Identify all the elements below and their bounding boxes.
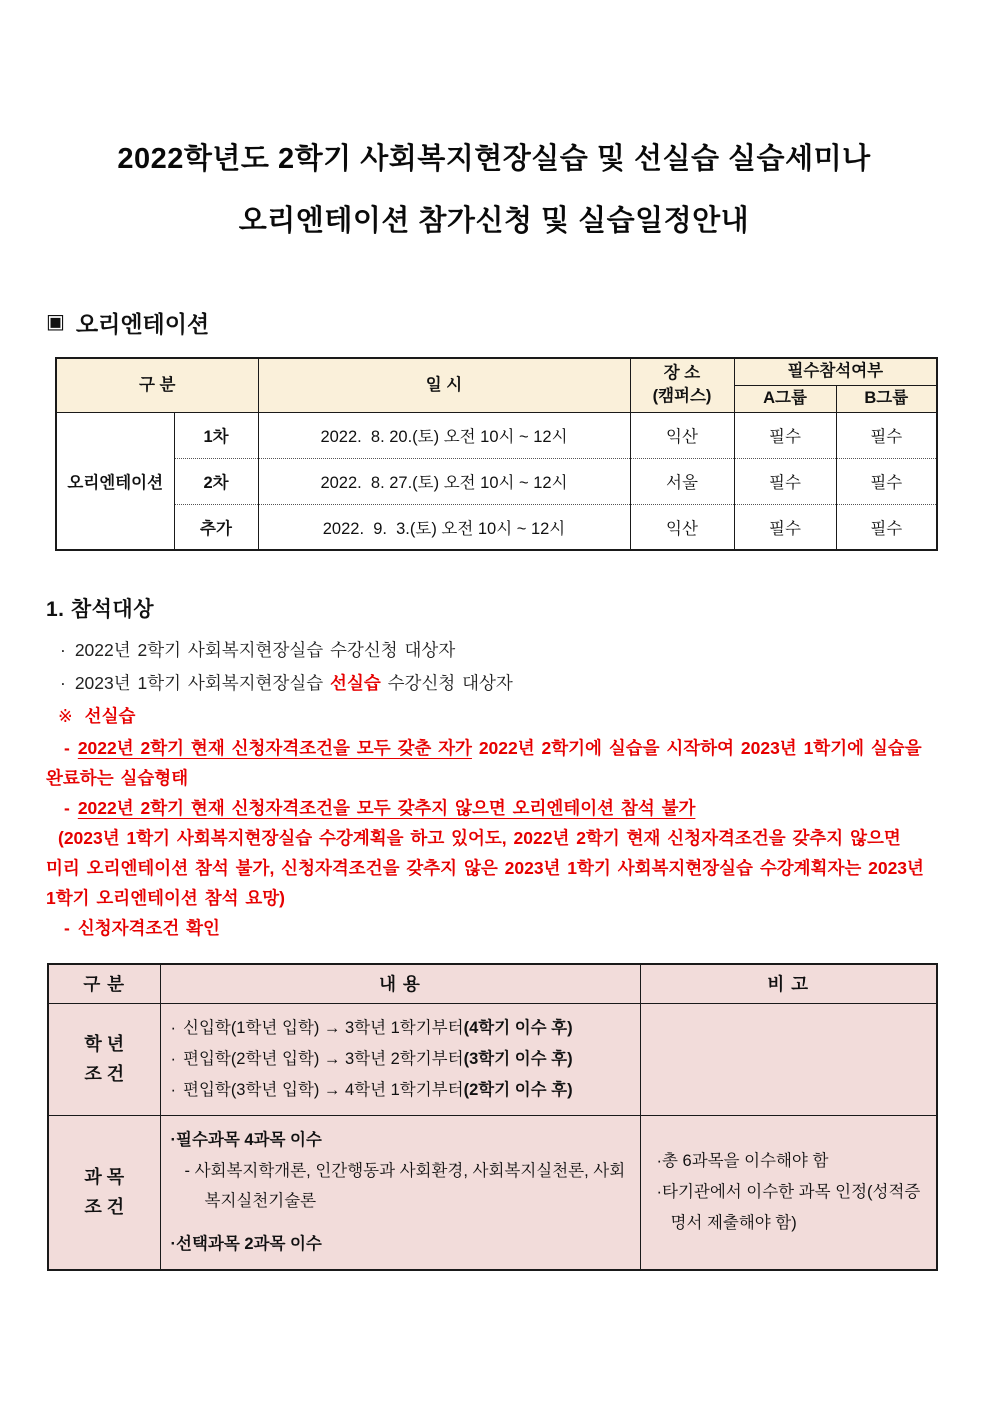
- grade-label-line2: 조 건: [84, 1064, 125, 1084]
- definition-rest: 2022년 2학기에 실습을 시작하여 2023년 1학기에 실습을: [471, 738, 922, 758]
- orientation-heading-label: 오리엔테이션: [75, 311, 210, 337]
- remarks-item: [649, 1177, 927, 1239]
- subject-label-line1: 과 목: [84, 1167, 125, 1187]
- column-header-category: 구 분: [56, 358, 258, 412]
- dot-bullet-icon: ·: [170, 1049, 176, 1068]
- attendee-item: [46, 667, 942, 700]
- remarks-item-text: 타기관에서 이수한 과목 인정(성적증명서 제출해야 함): [662, 1182, 921, 1232]
- required-subjects-text: 필수과목 4과목 이수: [176, 1130, 322, 1149]
- session-round: 추가: [174, 504, 258, 550]
- orientation-section-heading: [46, 306, 942, 339]
- remarks-item-text: 총 6과목을 이수해야 함: [662, 1151, 829, 1170]
- grade-item-bold: (3학기 이수 후): [463, 1049, 573, 1068]
- attendee-item-text-post: 수강신청 대상자: [380, 673, 513, 693]
- column-header-group-a: A그룹: [734, 385, 836, 412]
- subject-label-line2: 조 건: [84, 1197, 125, 1217]
- column-header-group-b: B그룹: [836, 385, 937, 412]
- optional-subjects-title: [171, 1229, 632, 1260]
- session-datetime: 2022. 8. 20.(토) 오전 10시 ~ 12시: [258, 412, 630, 458]
- grade-condition-content: [160, 1003, 640, 1115]
- page-title-line1: 2022학년도 2학기 사회복지현장실습 및 선실습 실습세미나: [117, 143, 871, 175]
- group-b-required: 필수: [836, 412, 937, 458]
- attendee-item: [46, 634, 942, 667]
- dot-bullet-icon: ·: [170, 1130, 176, 1149]
- required-subjects-detail: - 사회복지학개론, 인간행동과 사회환경, 사회복지실천론, 사회복지실천기술론: [184, 1161, 626, 1210]
- column-header-mandatory-attendance: 필수참석여부: [734, 358, 937, 385]
- session-campus: 서울: [630, 458, 734, 504]
- dot-bullet-icon: ·: [60, 673, 66, 693]
- group-a-required: 필수: [734, 504, 836, 550]
- pre-practice-highlight: 선실습: [330, 673, 381, 693]
- grade-condition-label: [48, 1003, 160, 1115]
- column-header-place: [630, 358, 734, 412]
- grade-label-line1: 학 년: [84, 1034, 125, 1054]
- conditions-table-header-row: [48, 964, 937, 1003]
- grade-item-text: 신입학(1학년 입학) → 3학년 1학기부터: [183, 1018, 464, 1037]
- dash-icon: -: [64, 798, 70, 818]
- reference-mark-icon: ※: [58, 706, 73, 726]
- pre-practice-paren-line2: 미리 오리엔테이션 참석 불가, 신청자격조건을 갖추지 않은 2023년 1학기 사회복지현장실습 수강계획자는 2023년: [46, 858, 924, 878]
- dot-bullet-icon: ·: [170, 1234, 176, 1253]
- session-datetime: 2022. 8. 27.(토) 오전 10시 ~ 12시: [258, 458, 630, 504]
- grade-condition-item: [171, 1044, 632, 1075]
- definition-underlined: 2022년 2학기 현재 신청자격조건을 모두 갖춘 자가: [77, 738, 472, 758]
- subject-condition-label: [48, 1115, 160, 1270]
- table-row-extra-session: [56, 504, 937, 550]
- pre-practice-restriction-line: [46, 793, 942, 823]
- orientation-row-label: 오리엔테이션: [56, 412, 174, 550]
- column-header-remarks: 비 고: [640, 964, 937, 1003]
- attendee-item-text-pre: 2023년 1학기 사회복지현장실습: [74, 673, 331, 693]
- grade-item-bold: (2학기 이수 후): [463, 1080, 573, 1099]
- orientation-schedule-table: [55, 357, 938, 551]
- remarks-item: [649, 1146, 927, 1177]
- place-header-line2: (캠퍼스): [652, 387, 712, 406]
- session-campus: 익산: [630, 504, 734, 550]
- grade-item-text: 편입학(2학년 입학) → 3학년 2학기부터: [183, 1049, 464, 1068]
- subject-condition-content: [160, 1115, 640, 1270]
- dot-bullet-icon: ·: [60, 640, 66, 660]
- restriction-underlined: 2022년 2학기 현재 신청자격조건을 모두 갖추지 않으면 오리엔테이션 참석 불가: [77, 798, 696, 818]
- column-header-content: 내 용: [160, 964, 640, 1003]
- grade-item-bold: (4학기 이수 후): [463, 1018, 573, 1037]
- qualification-conditions-table: [47, 963, 938, 1271]
- group-a-required: 필수: [734, 412, 836, 458]
- pre-practice-definition-line2: 완료하는 실습형태: [46, 768, 189, 788]
- required-subjects-title: [171, 1125, 632, 1156]
- attendee-item-text: 2022년 2학기 사회복지현장실습 수강신청 대상자: [74, 640, 456, 660]
- session-campus: 익산: [630, 412, 734, 458]
- pre-practice-paren-line1: (2023년 1학기 사회복지현장실습 수강계획을 하고 있어도, 2022년 2학기 현재 신청자격조건을 갖추지 않으면: [58, 828, 901, 848]
- dash-icon: -: [64, 738, 70, 758]
- dot-bullet-icon: ·: [170, 1080, 176, 1099]
- page-title-line2: 오리엔테이션 참가신청 및 실습일정안내: [238, 205, 750, 237]
- pre-practice-definition-line1: [46, 733, 942, 763]
- grade-item-text: 편입학(3학년 입학) → 4학년 1학기부터: [183, 1080, 464, 1099]
- group-b-required: 필수: [836, 458, 937, 504]
- session-round: 1차: [174, 412, 258, 458]
- session-round: 2차: [174, 458, 258, 504]
- session-datetime: 2022. 9. 3.(토) 오전 10시 ~ 12시: [258, 504, 630, 550]
- place-header-line1: 장 소: [663, 364, 701, 383]
- dot-bullet-icon: ·: [656, 1182, 662, 1201]
- grade-condition-remarks: [640, 1003, 937, 1115]
- qualification-check-text: 신청자격조건 확인: [77, 918, 220, 938]
- group-b-required: 필수: [836, 504, 937, 550]
- table-row-second-session: [56, 458, 937, 504]
- column-header-category: 구 분: [48, 964, 160, 1003]
- column-header-datetime: 일 시: [258, 358, 630, 412]
- square-bullet-icon: ▣: [46, 311, 65, 333]
- optional-subjects-text: 선택과목 2과목 이수: [176, 1234, 322, 1253]
- grade-condition-item: [171, 1075, 632, 1106]
- pre-practice-note-label: 선실습: [84, 706, 136, 726]
- grade-condition-item: [171, 1013, 632, 1044]
- page-title: [46, 128, 942, 252]
- group-a-required: 필수: [734, 458, 836, 504]
- attendees-section-heading: 1. 참석대상: [46, 598, 154, 621]
- subject-condition-remarks: [640, 1115, 937, 1270]
- table-row-first-session: [56, 412, 937, 458]
- pre-practice-note-title: [46, 700, 942, 733]
- dash-icon: -: [64, 918, 70, 938]
- dot-bullet-icon: ·: [656, 1151, 662, 1170]
- qualification-check-line: [46, 913, 942, 943]
- table-row-subject-condition: [48, 1115, 937, 1270]
- attendees-body: [46, 634, 942, 943]
- dot-bullet-icon: ·: [170, 1018, 176, 1037]
- pre-practice-paren-line3: 1학기 오리엔테이션 참석 요망): [46, 888, 286, 908]
- table-row-grade-condition: [48, 1003, 937, 1115]
- orientation-table-header-row: [56, 358, 937, 385]
